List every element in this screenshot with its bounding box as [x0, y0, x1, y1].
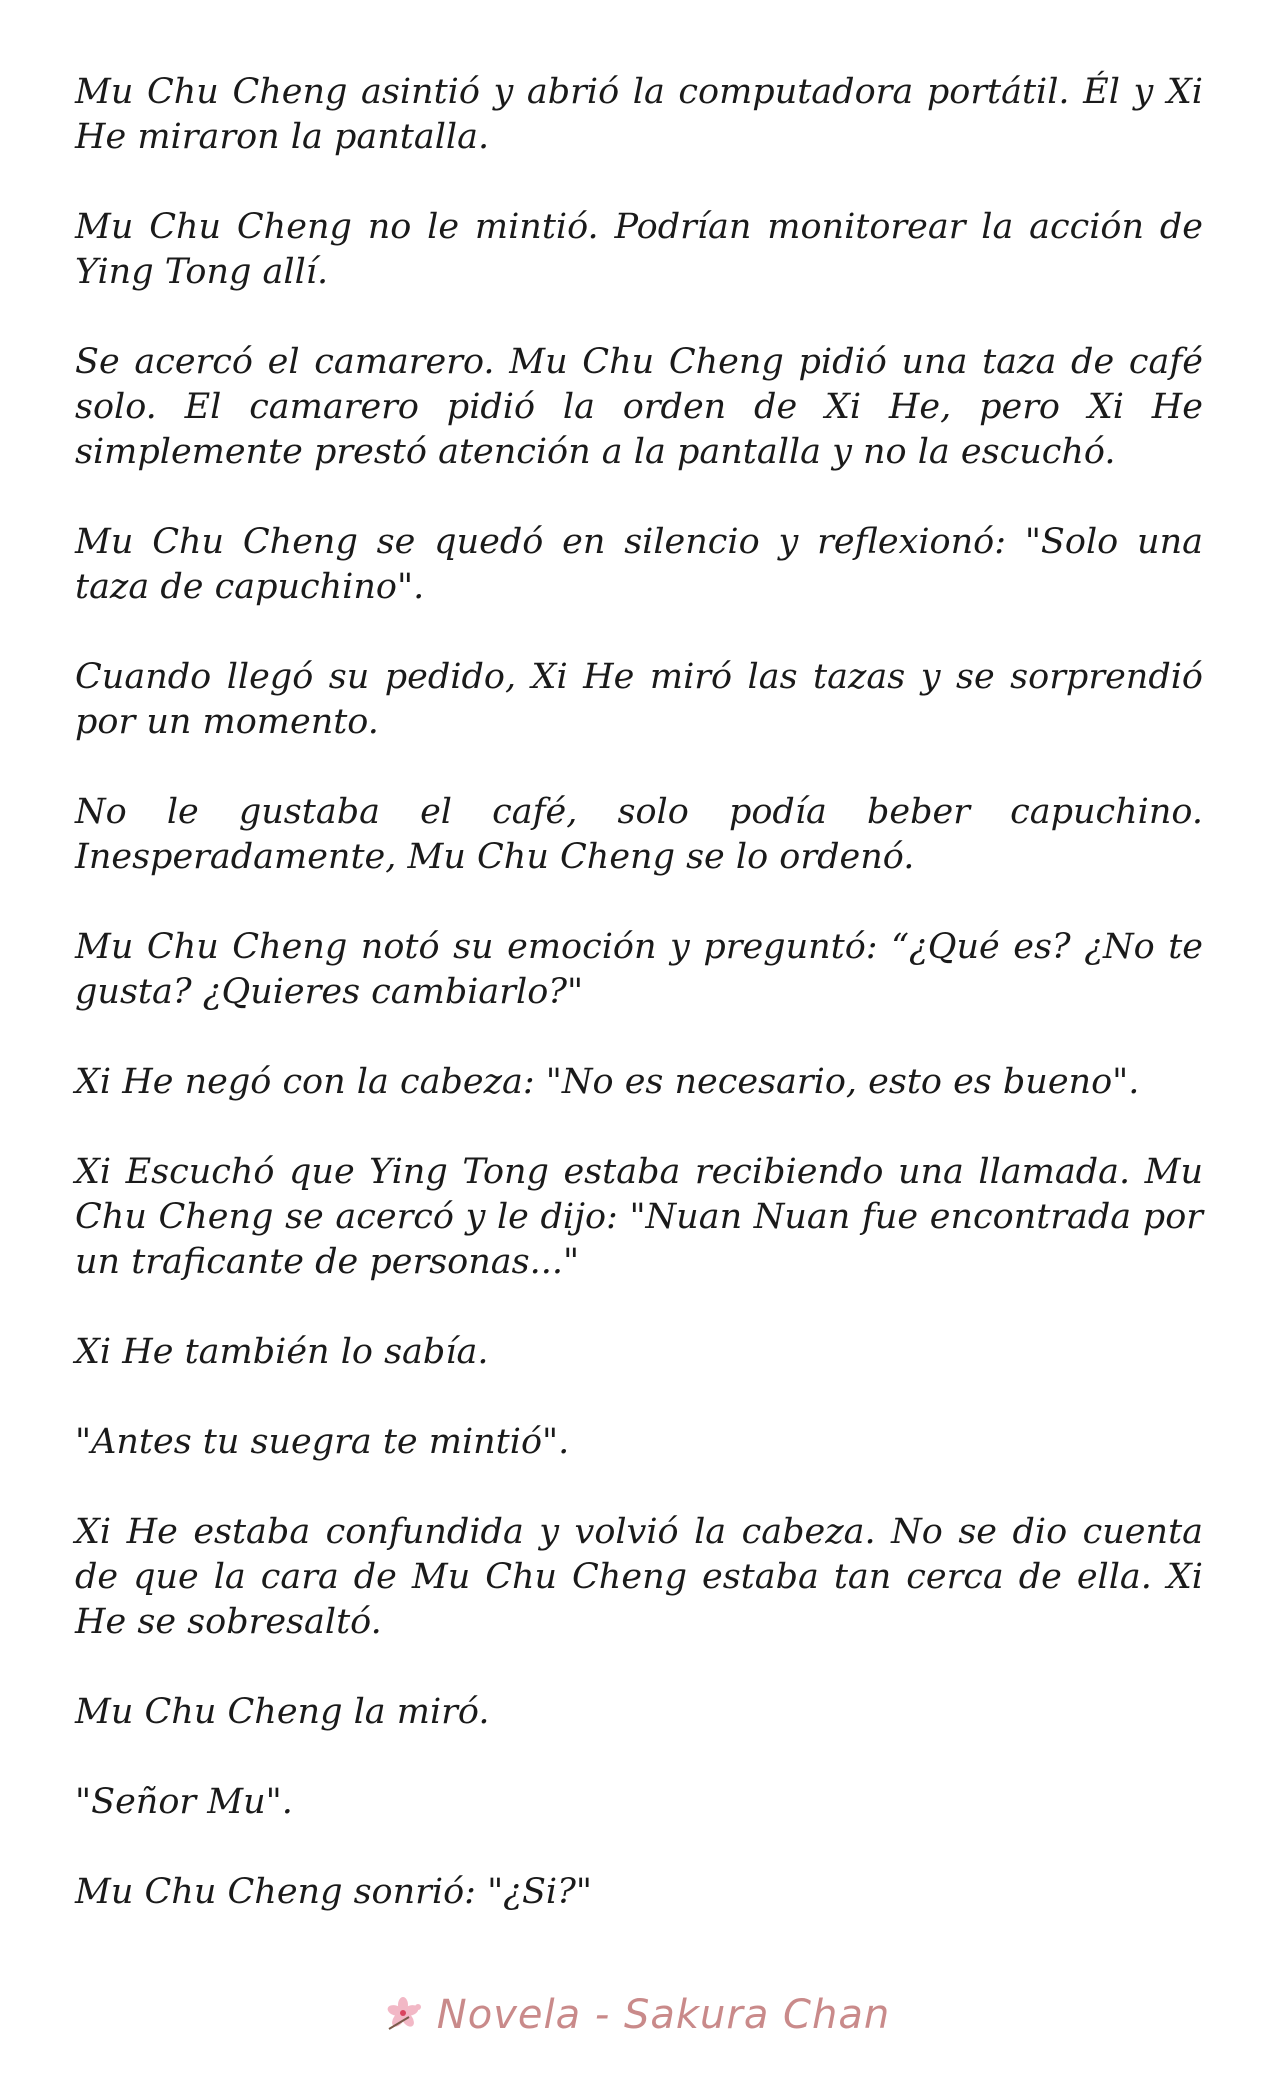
sakura-flower-icon	[385, 1995, 429, 2035]
paragraph-5: Cuando llegó su pedido, Xi He miró las tazas y se sorprendió por un momento.	[75, 657, 1203, 742]
paragraph-1: Mu Chu Cheng asintió y abrió la computadora portátil. Él y Xi He miraron la pantalla.	[75, 72, 1203, 157]
paragraph-9: Xi Escuchó que Ying Tong estaba recibiendo una llamada. Mu Chu Cheng se acercó y le dijo: "Nuan Nuan fue encontrada por un traficante de personas..."	[75, 1152, 1203, 1282]
paragraph-12: Xi He estaba confundida y volvió la cabeza. No se dio cuenta de que la cara de Mu Chu Cheng estaba tan cerca de ella. Xi He se sobresaltó.	[75, 1512, 1203, 1642]
paragraph-11: "Antes tu suegra te mintió".	[75, 1422, 570, 1462]
paragraph-13: Mu Chu Cheng la miró.	[75, 1692, 490, 1732]
paragraph-10: Xi He también lo sabía.	[75, 1332, 489, 1372]
paragraph-14: "Señor Mu".	[75, 1782, 293, 1822]
paragraph-4: Mu Chu Cheng se quedó en silencio y reflexionó: "Solo una taza de capuchino".	[75, 522, 1203, 607]
paragraph-8: Xi He negó con la cabeza: "No es necesario, esto es bueno".	[75, 1062, 1140, 1102]
document-body	[75, 70, 1203, 1915]
watermark-text: Novela - Sakura Chan	[436, 1992, 891, 2038]
paragraph-3: Se acercó el camarero. Mu Chu Cheng pidió una taza de café solo. El camarero pidió la orden de Xi He, pero Xi He simplemente prestó atención a la pantalla y no la escuchó.	[75, 342, 1203, 472]
watermark-footer	[0, 1985, 1275, 2045]
paragraph-6: No le gustaba el café, solo podía beber capuchino. Inesperadamente, Mu Chu Cheng se lo ordenó.	[75, 792, 1203, 877]
paragraph-2: Mu Chu Cheng no le mintió. Podrían monitorear la acción de Ying Tong allí.	[75, 207, 1203, 292]
paragraph-15: Mu Chu Cheng sonrió: "¿Si?"	[75, 1872, 592, 1912]
paragraph-7: Mu Chu Cheng notó su emoción y preguntó: “¿Qué es? ¿No te gusta? ¿Quieres cambiarlo?"	[75, 927, 1203, 1012]
